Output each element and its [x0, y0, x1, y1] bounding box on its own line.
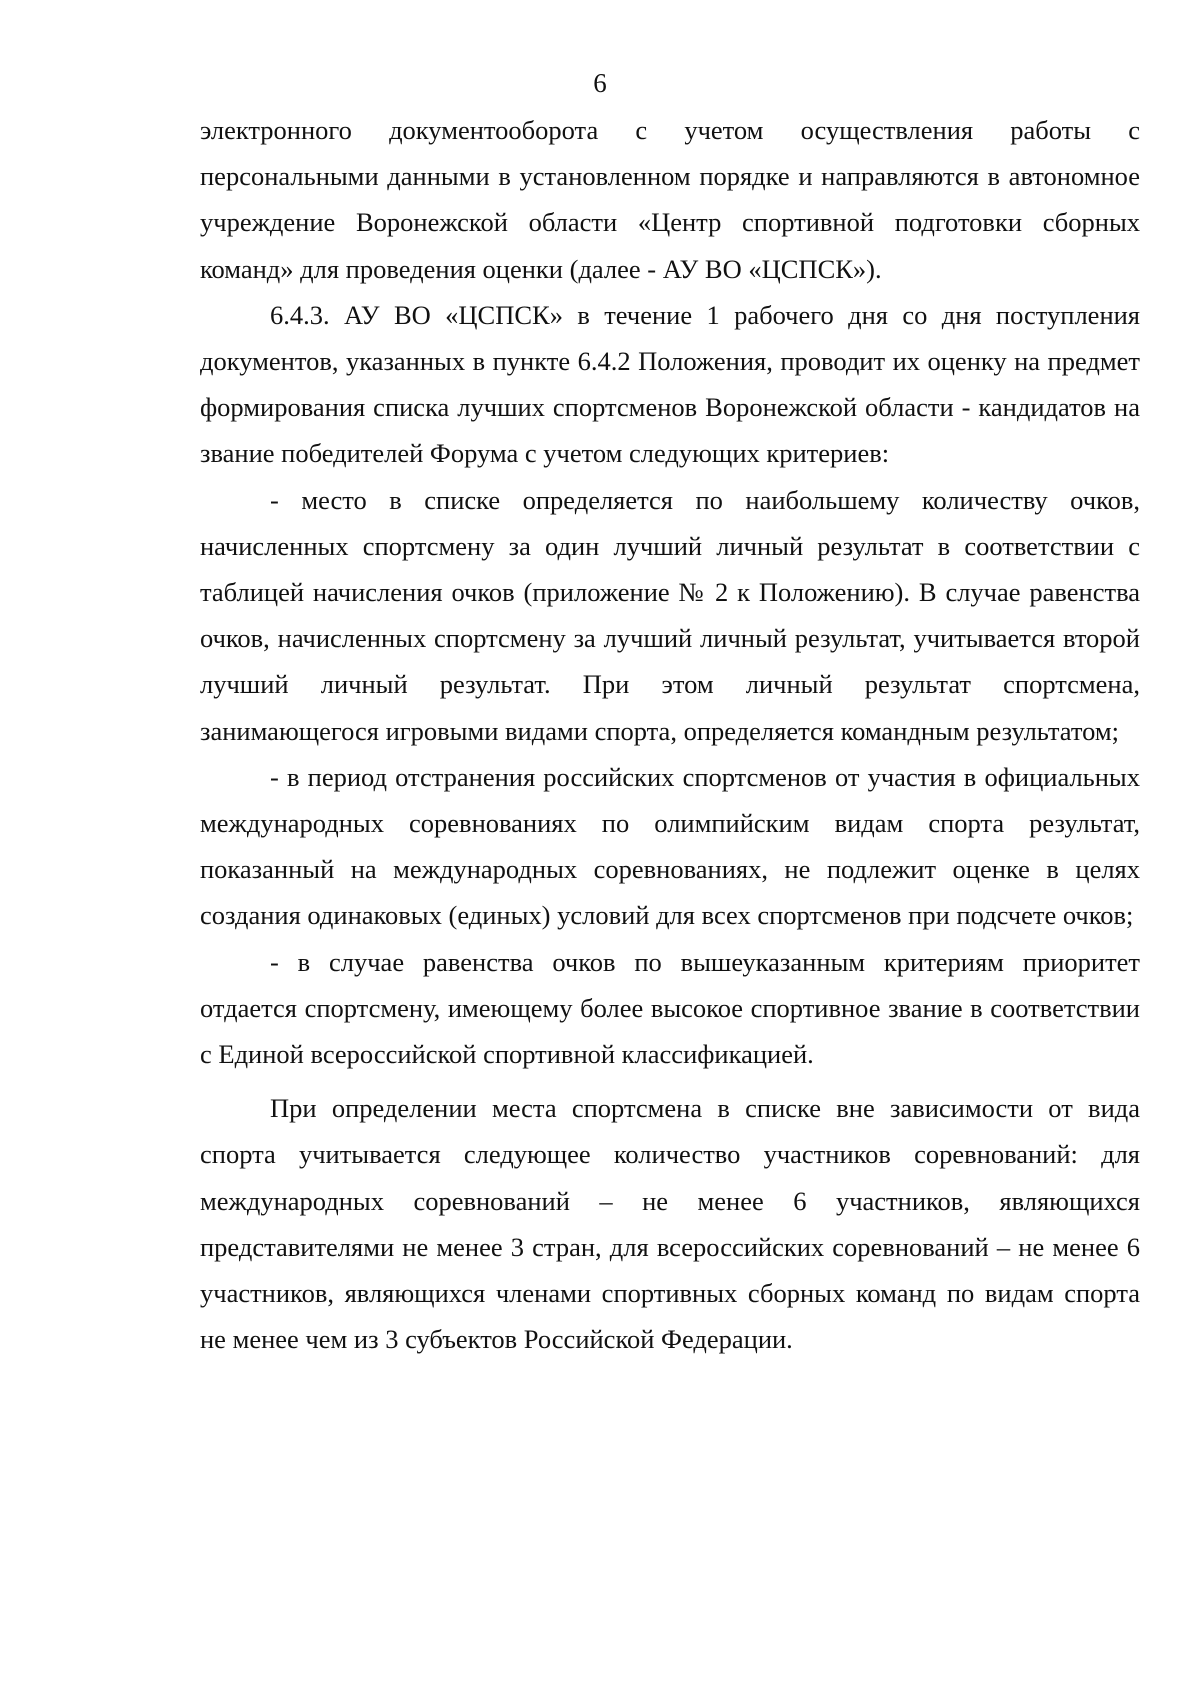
criterion-tie-break: - в случае равенства очков по вышеуказанным критериям приоритет отдается спортсмену, имеющему более высокое спортивное звание в соответствии с Единой всероссийской спортивной классификацией. [200, 946, 1140, 1070]
document-body [200, 107, 1140, 1362]
page-number: 6 [593, 68, 607, 98]
criterion-points-ranking: - место в списке определяется по наибольшему количеству очков, начисленных спортсмену за один лучший личный результат в соответствии с таблицей начисления очков (приложение № 2 к Положению). В случае равенства очков, начисленных спортсмену за лучший личный результат, учитывается второй лучший личный результат. При этом личный результат спортсмена, занимающегося игровыми видами спорта, определяется командным результатом; [200, 484, 1140, 746]
criterion-international-suspension: - в период отстранения российских спортсменов от участия в официальных международных соревнованиях по олимпийским видам спорта результат, показанный на международных соревнованиях, не подлежит оценке в целях создания одинаковых (единых) условий для всех спортсменов при подсчете очков; [200, 761, 1140, 931]
paragraph-6-4-3: 6.4.3. АУ ВО «ЦСПСК» в течение 1 рабочего дня со дня поступления документов, указанных в пункте 6.4.2 Положения, проводит их оценку на предмет формирования списка лучших спортсменов Воронежской области - кандидатов на звание победителей Форума с учетом следующих критериев: [200, 299, 1140, 469]
paragraph-participant-count: При определении места спортсмена в списке вне зависимости от вида спорта учитывается следующее количество участников соревнований: для международных соревнований – не менее 6 участников, являющихся представителями не менее 3 стран, для всероссийских соревнований – не менее 6 участников, являющихся членами спортивных сборных команд по видам спорта не менее чем из 3 субъектов Российской Федерации. [200, 1093, 1140, 1355]
paragraph-continuation: электронного документооборота с учетом осуществления работы с персональными данными в установленном порядке и направляются в автономное учреждение Воронежской области «Центр спортивной подготовки сборных команд» для проведения оценки (далее - АУ ВО «ЦСПСК»). [200, 115, 1140, 284]
